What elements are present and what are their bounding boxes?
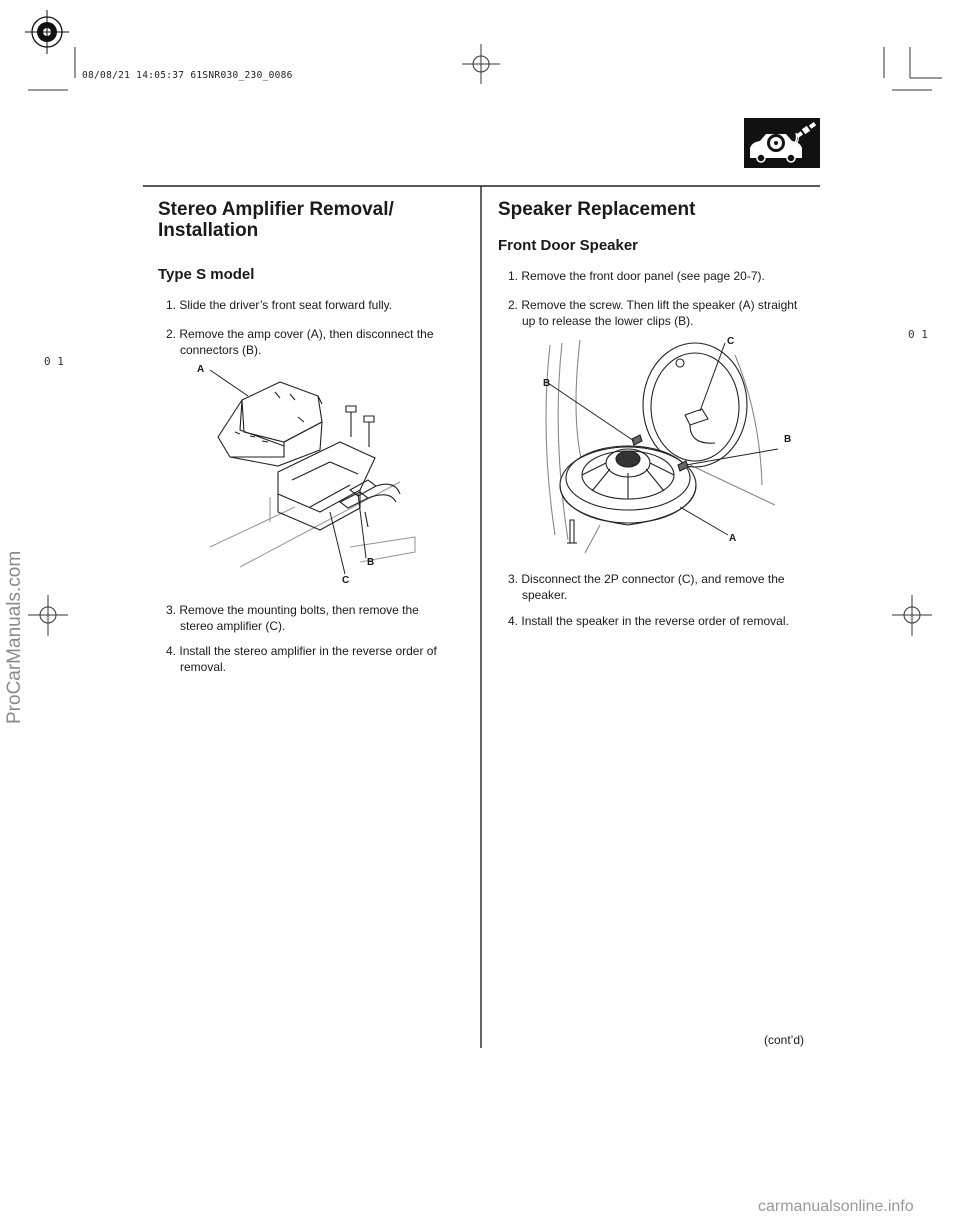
crosshair-icon [892, 595, 932, 636]
callout-b-left: B [543, 378, 551, 389]
right-step-2: 2. Remove the screw. Then lift the speaker (A) straight up to release the lower clips (B). [508, 298, 798, 328]
continued-label: (cont’d) [764, 1033, 805, 1047]
left-section-subtitle: Type S model [158, 266, 255, 283]
right-step-3: 3. Disconnect the 2P connector (C), and remove the speaker. [508, 572, 785, 602]
right-section-subtitle: Front Door Speaker [498, 237, 639, 254]
crosshair-icon [462, 44, 500, 84]
callout-c: C [342, 575, 350, 586]
left-step-2: 2. Remove the amp cover (A), then disconnect the connectors (B). [166, 327, 434, 357]
left-step-4: 4. Install the stereo amplifier in the reverse order of removal. [166, 644, 437, 674]
side-watermark: ProCarManuals.com [4, 550, 25, 724]
right-section-title: Speaker Replacement [498, 199, 696, 220]
callout-b-right: B [784, 434, 792, 445]
stereo-amplifier-illustration [200, 362, 430, 587]
callout-b: B [367, 557, 375, 568]
audio-navigation-section-icon [744, 118, 820, 168]
margin-mark-right: 0 1 [908, 328, 928, 341]
print-stamp: 08/08/21 14:05:37 61SNR030_230_0086 [82, 70, 293, 81]
registration-target-icon [25, 10, 69, 54]
crosshair-icon [28, 595, 68, 636]
footer-watermark: carmanualsonline.info [758, 1198, 914, 1215]
left-step-1: 1. Slide the driver’s front seat forward fully. [166, 298, 393, 312]
callout-a: A [197, 364, 205, 375]
callout-c: C [727, 336, 735, 347]
margin-mark-left: 0 1 [44, 355, 64, 368]
front-door-speaker-illustration [540, 335, 780, 560]
right-step-1: 1. Remove the front door panel (see page 20-7). [508, 269, 765, 283]
callout-a: A [729, 533, 737, 544]
right-step-4: 4. Install the speaker in the reverse order of removal. [508, 614, 789, 628]
left-section-title: Stereo Amplifier Removal/ Installation [158, 199, 394, 241]
left-step-3: 3. Remove the mounting bolts, then remove the stereo amplifier (C). [166, 603, 419, 633]
